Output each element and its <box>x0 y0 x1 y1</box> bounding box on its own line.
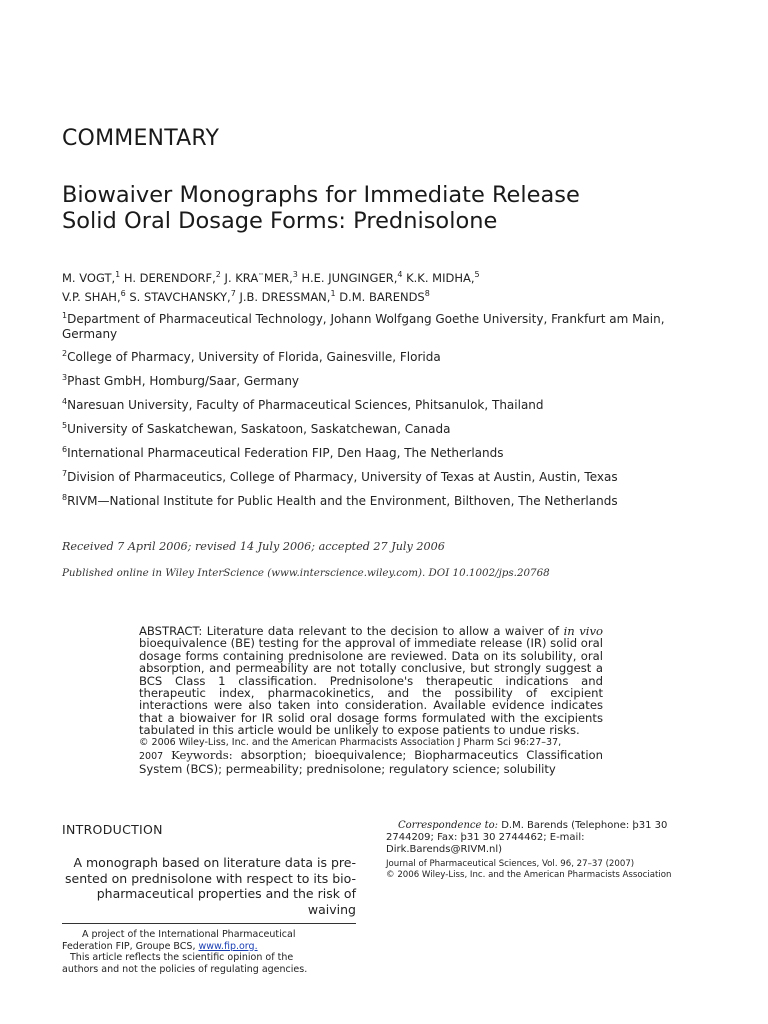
affiliation-num: 1 <box>62 311 68 320</box>
author-sup: 1 <box>330 289 336 298</box>
affiliation-num: 7 <box>62 469 68 478</box>
affiliation-text: College of Pharmacy, University of Florida, Gainesville, Florida <box>67 350 441 364</box>
received-dates: Received 7 April 2006; revised 14 July 2006; accepted 27 July 2006 <box>62 540 445 553</box>
abstract-text-after: bioequivalence (BE) testing for the approval of immediate release (IR) solid oral dosage forms containing prednisolone are reviewed. Data on its solubility, oral absorption, and permeability are not totally conclusive, but strongly suggest a BCS Class 1 classification. Prednisolone's therapeutic indications and therapeutic index, pharmacokinetics, and the possibility of excipient interactions were also taken into consideration. Available evidence indicates that a biowaiver for IR solid oral dosage forms formulated with the excipients tabulated in this article would be unlikely to expose patients to undue risks. <box>139 636 603 738</box>
title-line-1: Biowaiver Monographs for Immediate Release <box>62 182 580 208</box>
journal-line-2: © 2006 Wiley-Liss, Inc. and the American Pharmacists Association <box>386 870 672 881</box>
journal-info <box>386 859 726 882</box>
footnote-line-3: This article reflects the scientific opinion of the <box>70 952 294 963</box>
affiliation-text: Phast GmbH, Homburg/Saar, Germany <box>67 374 300 388</box>
keywords-text: absorption; bioequivalence; Biopharmaceutics Classification System (BCS); permeability; prednisolone; regulatory science; solubility <box>139 748 604 777</box>
abstract-keywords <box>139 749 603 776</box>
author-list <box>62 267 702 305</box>
affiliation-num: 8 <box>62 493 68 502</box>
affiliation-num: 5 <box>62 421 68 430</box>
correspondence-label: Correspondence to: <box>398 820 499 831</box>
intro-heading: INTRODUCTION <box>62 822 163 837</box>
affiliation-num: 3 <box>62 373 68 382</box>
author-sup: 8 <box>424 289 430 298</box>
footnote-line-4: authors and not the policies of regulating agencies. <box>62 963 308 975</box>
abstract-copyright: © 2006 Wiley-Liss, Inc. and the American Pharmacists Association J Pharm Sci 96:27–37, <box>139 736 562 748</box>
affiliation-num: 6 <box>62 445 68 454</box>
title-line-2: Solid Oral Dosage Forms: Prednisolone <box>62 208 498 234</box>
journal-line-1: Journal of Pharmaceutical Sciences, Vol. 96, 27–37 (2007) <box>386 859 635 869</box>
author-name: K.K. MIDHA, <box>406 271 475 285</box>
article-title <box>62 182 702 234</box>
author-name: H. DERENDORF, <box>123 271 216 285</box>
correspondence-text: D.M. Barends (Telephone: þ31 30 2744209; Fax: þ31 30 2744462; E-mail: Dirk.Barends@RIVM.nl) <box>386 820 668 855</box>
affiliation-3 <box>62 370 682 389</box>
footnote-rule <box>62 923 356 924</box>
affiliation-6 <box>62 442 682 461</box>
author-sup: 7 <box>230 289 236 298</box>
author-name: M. VOGT, <box>62 271 116 285</box>
intro-paragraph: A monograph based on literature data is pre-sented on prednisolone with respect to its bio-pharmaceutical properties and the risk of waiving <box>65 855 356 917</box>
author-name: J.B. DRESSMAN, <box>239 290 331 304</box>
abstract-text-before: Literature data relevant to the decision to allow a waiver of <box>202 624 564 638</box>
section-label: COMMENTARY <box>62 126 220 151</box>
affiliation-text: International Pharmaceutical Federation FIP, Den Haag, The Netherlands <box>67 446 504 460</box>
author-sup: 5 <box>474 270 480 279</box>
author-sup: 1 <box>115 270 121 279</box>
affiliation-7 <box>62 466 682 485</box>
author-sup: 4 <box>397 270 403 279</box>
author-name: H.E. JUNGINGER, <box>301 271 398 285</box>
published-line: Published online in Wiley InterScience (www.interscience.wiley.com). DOI 10.1002/jps.20768 <box>62 567 550 579</box>
author-name: S. STAVCHANSKY, <box>129 290 231 304</box>
abstract-year: 2007 <box>139 751 164 763</box>
footnote-line-1: A project of the International Pharmaceutical <box>82 929 296 940</box>
affiliation-4 <box>62 394 682 413</box>
correspondence <box>386 820 686 855</box>
affiliation-2 <box>62 346 682 365</box>
affiliation-text: Naresuan University, Faculty of Pharmaceutical Sciences, Phitsanulok, Thailand <box>67 398 544 412</box>
author-sup: 2 <box>215 270 221 279</box>
fip-link[interactable]: www.fip.org. <box>198 940 258 952</box>
author-name: D.M. BARENDS <box>339 290 425 304</box>
abstract-italic: in vivo <box>563 624 603 638</box>
affiliation-num: 4 <box>62 397 68 406</box>
affiliation-text: Division of Pharmaceutics, College of Pharmacy, University of Texas at Austin, Austin, Texas <box>67 470 618 484</box>
affiliation-text: RIVM—National Institute for Public Health and the Environment, Bilthoven, The Netherlands <box>67 494 618 508</box>
author-line-2 <box>62 286 702 305</box>
footnote-line-2 <box>62 941 362 953</box>
footnote-line-2-text: Federation FIP, Groupe BCS, <box>62 940 196 952</box>
affiliation-5 <box>62 418 682 437</box>
author-name: V.P. SHAH, <box>62 290 121 304</box>
affiliation-8 <box>62 490 682 509</box>
author-line-1 <box>62 267 702 286</box>
author-sup: 6 <box>120 289 126 298</box>
keywords-label: Keywords: <box>171 748 233 763</box>
affiliation-1 <box>62 308 682 342</box>
affiliation-text: University of Saskatchewan, Saskatoon, Saskatchewan, Canada <box>67 422 451 436</box>
author-name: J. KRA¨MER, <box>224 271 293 285</box>
author-sup: 3 <box>292 270 298 279</box>
abstract <box>139 625 603 776</box>
abstract-label: ABSTRACT: <box>139 624 203 638</box>
affiliation-num: 2 <box>62 349 68 358</box>
affiliation-text: Department of Pharmaceutical Technology, Johann Wolfgang Goethe University, Frankfurt am Main, Germany <box>62 312 665 341</box>
footnote <box>62 929 362 975</box>
